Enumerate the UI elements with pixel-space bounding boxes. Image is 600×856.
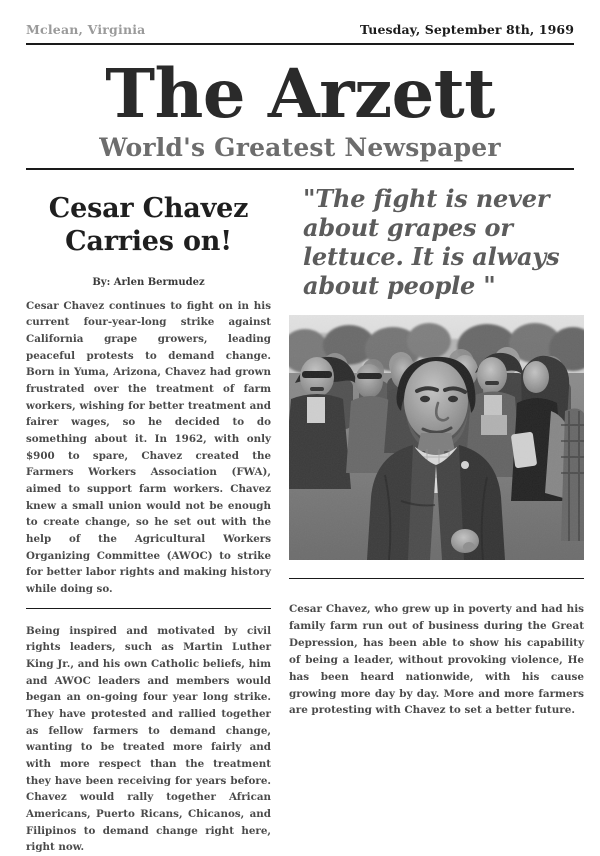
masthead-bottom-rule [26, 168, 574, 170]
masthead-top-rule [26, 43, 574, 45]
article-content [26, 183, 584, 856]
right-column [289, 184, 584, 856]
masthead-date: Tuesday, September 8th, 1969 [360, 22, 574, 37]
masthead-city: Mclean, Virginia [26, 22, 146, 37]
article-headline: Cesar Chavez Carries on! [48, 192, 249, 258]
article-paragraph-1: Cesar Chavez continues to fight on in his current four-year-long strike against California grape growers, leading peaceful protests to demand change. Born in Yuma, Arizona, Chavez had grown frustrated over the treatment of farm workers, wishing for better treatment and fairer wages, so he decided to do something about it. In 1962, with only $900 to spare, Chavez created the Farmers Workers Association (FWA), aimed to support farm workers. Chavez knew a small union would not be enough to create change, so he set out with the help of the Agricultural Workers Organizing Committee (AWOC) to strike for better labor rights and making history while doing so. [26, 299, 271, 596]
article-photo-wrapper [289, 315, 584, 560]
newspaper-tagline: World's Greatest Newspaper [99, 132, 501, 162]
left-column [26, 184, 271, 856]
cesar-chavez-photo [289, 315, 584, 560]
masthead-top-bar [26, 22, 574, 41]
article-pullquote: "The fight is never about grapes or lettuce. It is always about people " [303, 183, 560, 301]
left-column-divider [26, 608, 271, 609]
article-byline: By: Arlen Bermudez [92, 276, 205, 288]
article-paragraph-3: Cesar Chavez, who grew up in poverty and had his family farm run out of business during the Great Depression, has been able to show his capability of being a leader, without provoking violence, He has been heard nationwide, with his cause growing more day by day. More and more farmers are protesting with Chavez to set a better future. [289, 602, 584, 717]
newspaper-title: The Arzett [105, 54, 495, 133]
right-column-divider [289, 578, 584, 579]
article-paragraph-2: Being inspired and motivated by civil rights leaders, such as Martin Luther King Jr., and his own Catholic beliefs, him and AWOC leaders and members would began an on-going four year long strike. They have protested and rallied together as fellow farmers to demand change, wanting to be treated more fairly and with more respect than the treatment they have been receiving for years before. Chavez would rally together African Americans, Puerto Ricans, Chicanos, and Filipinos to demand change right here, right now. [26, 624, 271, 854]
